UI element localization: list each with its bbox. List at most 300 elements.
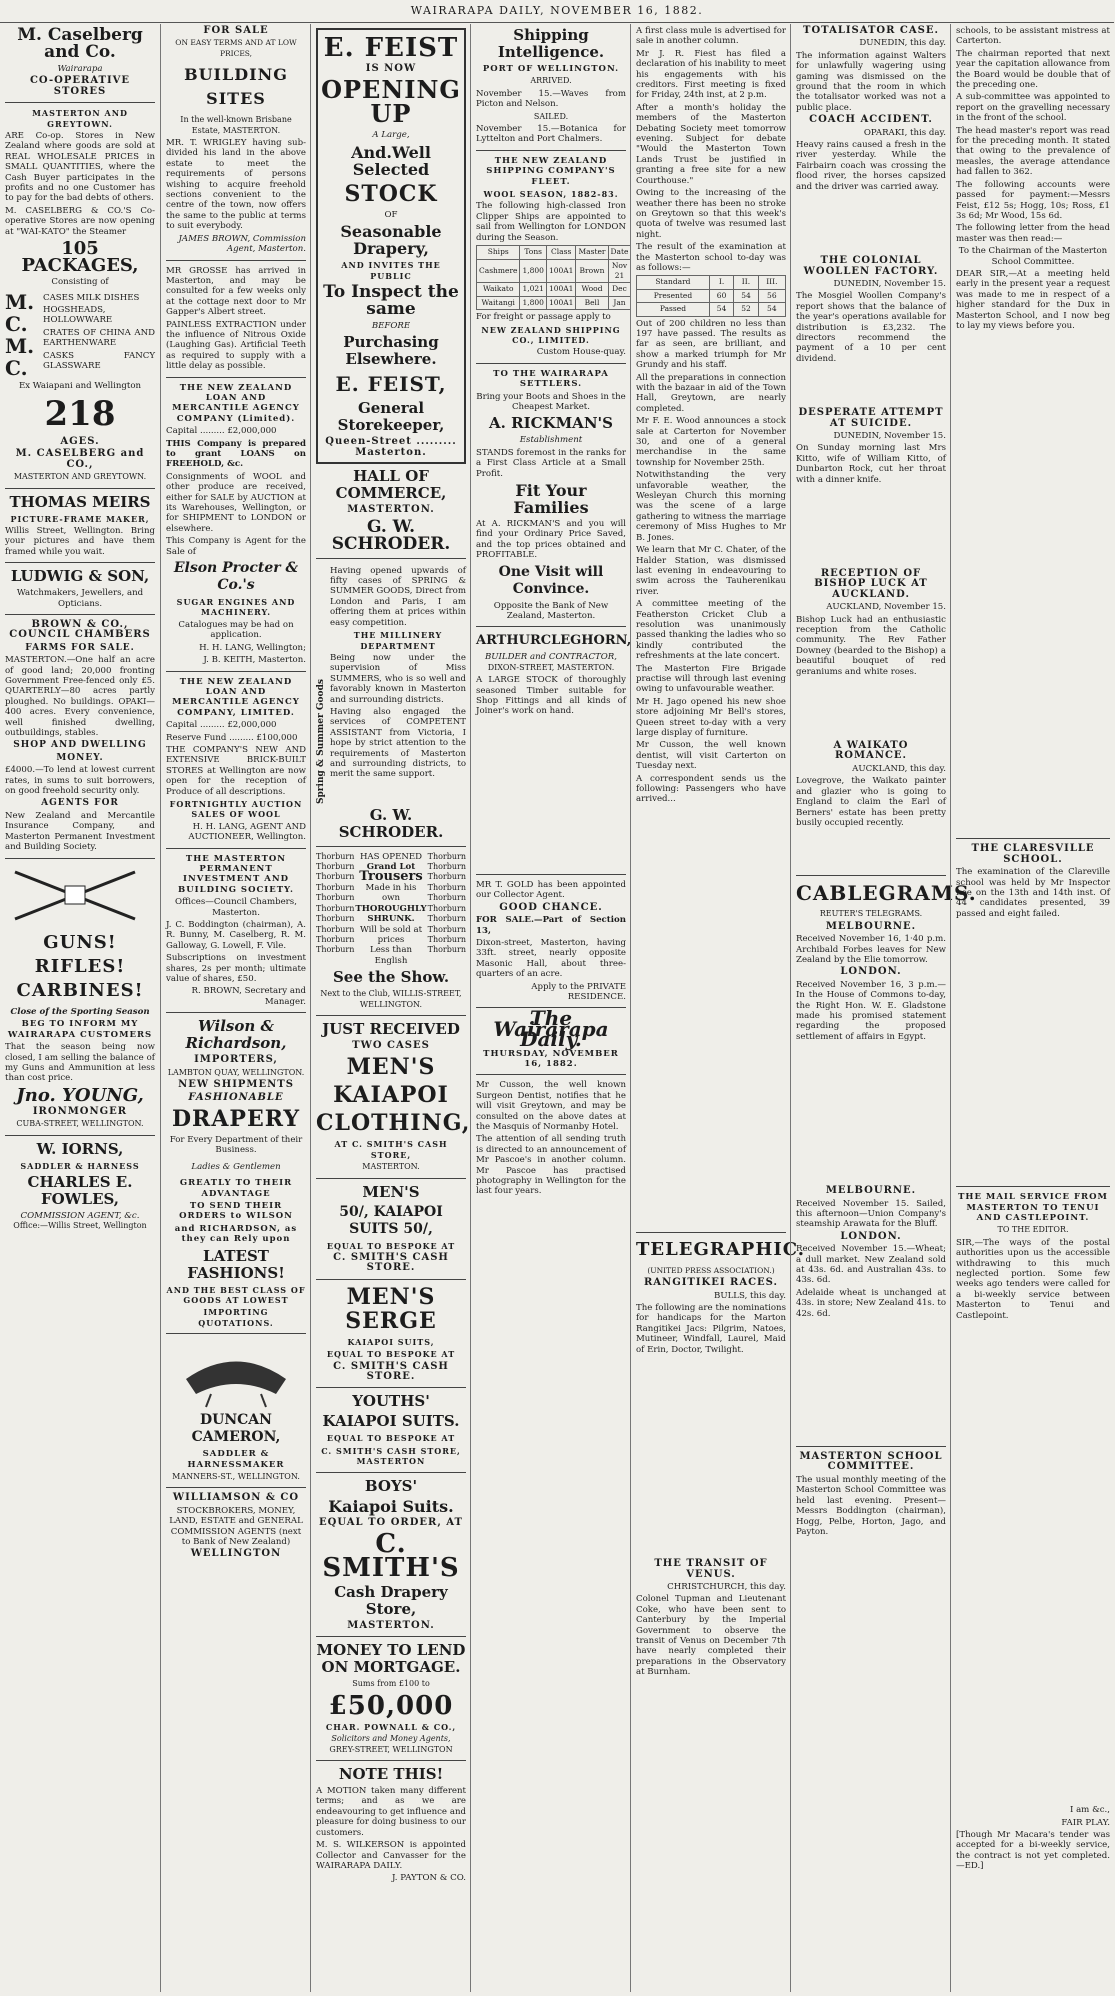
agent-line: This Company is Agent for the Sale of	[166, 536, 306, 557]
fowles: CHARLES E. FOWLES,	[27, 1172, 133, 1208]
coach-place: OPARAKI, this day.	[863, 127, 946, 138]
subscriptions: Subscriptions on investment shares, 2s per month; ultimate value of shares, £50.	[166, 953, 306, 985]
mail-text: SIR,—The ways of the postal authorities upon us the accessible withdrawing to this much neglected portion. Some few weeks ago tenders were called for a bi-weekly service between Masterton to Tenui and Castlepoint.	[956, 1237, 1110, 1321]
caselberg-firm2: M. CASELBERG and CO.,	[15, 448, 145, 470]
totalisator-place: DUNEDIN, this day.	[859, 38, 946, 49]
secretary: R. BROWN, Secretary and Manager.	[191, 986, 306, 1007]
nz-ship: THE NEW ZEALAND SHIPPING COMPANY'S FLEET.	[486, 155, 616, 187]
millinery: THE MILLINERY DEPARTMENT	[353, 630, 443, 651]
mail-sign-1: I am &c.,	[1069, 1805, 1110, 1816]
mens-2: MEN'S	[362, 1182, 420, 1201]
column-5	[630, 24, 806, 1992]
para: DEAR SIR,—At a meeting held early in the present year a request was made to me in respect of a higher standard for the Dux in Masterton School, and I now beg to lay my views before you.	[956, 268, 1110, 331]
divider	[476, 1074, 626, 1075]
loan2-head: THE NEW ZEALAND LOAN AND MERCANTILE AGENCY COMPANY, LIMITED.	[172, 676, 300, 718]
loan-advances: THIS Company is prepared to grant LOANS on FREEHOLD, &c.	[166, 438, 306, 470]
before: BEFORE	[371, 321, 411, 332]
equal-2: EQUAL TO BESPOKE AT	[326, 1349, 456, 1360]
millinery-text: Being now under the supervision of Miss SUMMERS, who is so well and favorably known in Masterton and surrounding districts.	[330, 652, 466, 705]
guns-title: GUNS! RIFLES! CARBINES!	[16, 931, 144, 1001]
kaiapoi: KAIAPOI	[333, 1082, 449, 1109]
offices: Offices—Council Chambers, Masterton.	[175, 897, 297, 918]
column-6	[790, 24, 977, 1992]
committee: MASTERTON SCHOOL COMMITTEE.	[799, 1451, 943, 1473]
london-text: Received November 16, 3 p.m.—In the House of Commons to-day, the Right Hon. W. E. Gladstone made his promised statement regarding the proposed settlement of affairs in Egypt.	[796, 979, 946, 1042]
spring-text: Having opened upwards of fifty cases of SPRING & SUMMER GOODS, Direct from London and Paris, I am offering them at prices within easy competition.	[330, 565, 466, 628]
para: We learn that Mr C. Chater, of the Halder Station, was dismissed last evening in endeavouring to swim across the Tauherenikau river.	[636, 545, 786, 597]
building-text: MR. T. WRIGLEY having sub-divided his land in the above estate to meet the requirements of persons wishing to acquire freehold sections convenient to the centre of the town, now offers the same to the public at terms to suit everybody.	[166, 138, 306, 232]
masthead-title: WAIRARAPA DAILY, NOVEMBER 16, 1882.	[410, 4, 704, 17]
divider	[476, 626, 626, 627]
para: A correspondent sends us the following: Passengers who have arrived...	[636, 773, 786, 805]
spacer	[636, 807, 786, 1227]
case-item: CASES MILK DISHES	[43, 292, 140, 303]
just-received: JUST RECEIVED	[322, 1019, 460, 1038]
cs-3: C. SMITH'S CASH STORE, MASTERTON	[321, 1445, 461, 1467]
building-sites: BUILDING SITES	[184, 65, 288, 109]
feist-name: E. FEIST	[323, 33, 459, 63]
melbourne-2: MELBOURNE.	[825, 1185, 917, 1197]
custom-house: Custom House-quay.	[536, 347, 626, 358]
para: A first class mule is advertised for sale in another column.	[636, 26, 786, 47]
spacer	[956, 333, 1110, 833]
telegraphic-title: TELEGRAPHIC.	[636, 1238, 806, 1260]
adelaide: Adelaide wheat is unchanged at 43s. in store; New Zealand 41s. to 42s. 6d.	[796, 1287, 946, 1319]
coop-intro: ARE Co-op. Stores in New Zealand where goods are sold at REAL WHOLESALE PRICES in SMALL QUANTITIES, where the Cash Buyer participates in the profits and no one Customer has to pay for the bad debts of others.	[5, 131, 155, 204]
table-row: Presented 60 54 56	[637, 289, 786, 302]
importing: IMPORTING QUOTATIONS.	[198, 1307, 274, 1328]
kaiapoi-suits: 50/, KAIAPOI SUITS 50/,	[339, 1203, 443, 1237]
schroder: G. W. SCHRODER.	[331, 516, 451, 554]
divider	[166, 260, 306, 261]
clareville-text: The examination of the Clareville school was held by Mr Inspector Lee on the 13th and 14th inst. Of 44 candidates presented, 39 passed and eight failed.	[956, 867, 1110, 919]
fit-families: Fit Your Families	[513, 481, 589, 517]
thomas-trade: PICTURE-FRAME MAKER,	[10, 513, 150, 524]
divider	[5, 614, 155, 615]
note-text: A MOTION taken many different terms; and as we are endeavouring to get influence and pleasure for doing business to our customers.	[316, 1786, 466, 1838]
mens: MEN'S	[346, 1054, 436, 1081]
para: The following letter from the head master was then read:—	[956, 223, 1110, 244]
para: To the Chairman of the Masterton School Committee.	[958, 246, 1108, 267]
reuter: REUTER'S TELEGRAMS.	[819, 909, 923, 919]
char-sub: Solicitors and Money Agents,	[331, 1734, 451, 1744]
divider	[166, 671, 306, 672]
is-now: IS NOW	[365, 63, 417, 74]
iorns: W. IORNS,	[36, 1139, 124, 1158]
para: schools, to be assistant mistress at Carterton.	[956, 26, 1110, 47]
mc-mark: M. C. M. C.	[5, 289, 35, 380]
fashionable: FASHIONABLE	[188, 1091, 284, 1103]
of: OF	[384, 209, 398, 220]
saddle-icon	[171, 1339, 301, 1409]
farms-text: MASTERTON.—One half an acre of good land; 20,000 fronting Government Free-fenced only £5. QUARTERLY—80 acres partly ploughed. No buildings. OPAKI—400 acres. Every convenience, well finished dwelling, outbuildings, stables.	[5, 655, 155, 739]
mel-text: Received November 16, 1·40 p.m. Archibald Forbes leaves for New Zealand by the Elie tomorrow.	[796, 934, 946, 965]
wool-text: Consignments of WOOL and other produce are received, either for SALE by AUCTION at its Warehouses, Wellington, or for SHIPMENT to LONDON or elsewhere.	[166, 471, 306, 534]
money-lend: MONEY TO LEND ON MORTGAGE.	[316, 1641, 466, 1677]
london-2: LONDON.	[840, 1230, 902, 1242]
mail-sign-2: FAIR PLAY.	[1061, 1817, 1110, 1828]
boys: BOYS'	[364, 1476, 418, 1495]
rifles-crossed-icon	[5, 864, 145, 924]
case-item: CRATES OF CHINA AND EARTHENWARE	[43, 327, 155, 349]
arrival-ages: AGES.	[60, 435, 100, 447]
iorns-trade: SADDLER & HARNESS	[20, 1160, 140, 1171]
case-item: CASKS FANCY GLASSWARE	[43, 350, 155, 371]
waikato-place: AUCKLAND, this day.	[852, 763, 946, 774]
divider	[316, 1760, 466, 1761]
ladies: Ladies & Gentlemen	[191, 1161, 281, 1172]
spacer	[796, 1321, 946, 1441]
spring-block	[316, 564, 466, 804]
loan2-res: Reserve Fund ......... £100,000	[166, 732, 298, 743]
arrived-text: November 15.—Waves from Picton and Nelson.	[476, 88, 626, 110]
exam-table	[636, 275, 786, 316]
divider	[316, 846, 466, 847]
divider	[316, 558, 466, 559]
see-sub: Next to the Club, WILLIS-STREET, WELLINGTON.	[320, 989, 462, 1009]
young-place: CUBA-STREET, WELLINGTON.	[16, 1119, 144, 1129]
well-selected: And.Well Selected	[351, 142, 431, 179]
engaged-text: Having also engaged the services of COMPETENT ASSISTANT from Victoria, I hope by strict attention to the requirements of Masterton and surrounding districts, to merit the same support.	[330, 706, 466, 780]
divider	[166, 848, 306, 849]
divider	[636, 1232, 786, 1233]
divider	[316, 1279, 466, 1280]
see-show: See the Show.	[332, 968, 450, 987]
nz-co: NEW ZEALAND SHIPPING CO., LIMITED.	[481, 324, 621, 345]
divider	[166, 1012, 306, 1013]
inform-text: That the season being now closed, I am selling the balance of my Guns and Ammunition at less than cost price.	[5, 1042, 155, 1084]
sums: Sums from £100 to	[352, 1679, 430, 1689]
good-chance: GOOD CHANCE.	[499, 901, 603, 913]
travellers-text: Bring your Boots and Shoes in the Cheapest Market.	[476, 391, 626, 412]
shrunk: SHRUNK.	[367, 914, 415, 925]
venus-place: CHRISTCHURCH, this day.	[667, 1581, 786, 1592]
packages-title: 105 PACKAGES,	[21, 238, 139, 277]
fowles-trade: COMMISSION AGENT, &c.	[20, 1210, 140, 1221]
money-head: MONEY.	[56, 752, 104, 763]
money-text: £4000.—To lend at lowest current rates, in sums to suit borrowers, on good freehold security only.	[5, 765, 155, 797]
para: Mr J. R. Fiest has filed a declaration of his inability to meet his engagements with his creditors. First meeting is fixed for Friday, 24th inst, at 2 p.m.	[636, 48, 786, 101]
general: General Storekeeper,	[337, 399, 445, 435]
agents-text: New Zealand and Mercantile Insurance Company, and Masterton Permanent Investment and Building Society.	[5, 810, 155, 853]
mel2-text: Received November 15. Sailed, this afternoon—Union Company's steamship Arawata for the Bluff.	[796, 1198, 946, 1230]
spacer	[956, 1323, 1110, 1803]
divider	[5, 858, 155, 859]
cs-big: C. SMITH'S	[322, 1529, 460, 1584]
guns-sub: Close of the Sporting Season	[10, 1006, 150, 1017]
divider	[5, 1135, 155, 1136]
cablegrams: CABLEGRAMS.	[796, 881, 977, 906]
sign-1: H. H. LANG, Wellington;	[199, 642, 306, 653]
column-4	[470, 24, 631, 1992]
table-row: Cashmere 1,800 100A1 Brown Nov 21	[477, 259, 631, 283]
wilson-place: LAMBTON QUAY, WELLINGTON.	[167, 1067, 305, 1077]
fowles-place: Office:—Willis Street, Wellington	[13, 1221, 147, 1231]
williamson-place: WELLINGTON	[190, 1548, 282, 1560]
venus: THE TRANSIT OF VENUS.	[654, 1558, 768, 1580]
williamson-trade: STOCKBROKERS, MONEY, LAND, ESTATE and GENERAL COMMISSION AGENTS (next to Bank of New Zealand)	[169, 1505, 303, 1548]
send: TO SEND THEIR ORDERS to WILSON	[179, 1200, 293, 1222]
divider	[956, 838, 1110, 839]
williamson: WILLIAMSON & CO	[172, 1492, 300, 1504]
arthur-place: DIXON-STREET, MASTERTON.	[487, 662, 615, 672]
divider	[476, 150, 626, 151]
seasonable: Seasonable Drapery,	[340, 222, 442, 259]
clothing: CLOTHING,	[316, 1110, 471, 1137]
para: The following accounts were passed for payment:—Messrs Feist, £12 5s; Hogg, 10s; Ross, £1 3s 6d; Mr Wood, 15s 6d.	[956, 179, 1110, 221]
para: After a month's holiday the members of the Masterton Debating Society meet tomorrow evening. Subject for debate "Would the Masterton Town Lands Trust be justified in granting a free site for a new Courthouse."	[636, 102, 786, 186]
para: A committee meeting of the Featherston Cricket Club a resolution was unanimously passed thanking the ladies who so kindly contributed the refreshments at the late concert.	[636, 599, 786, 662]
para: The result of the examination at the Masterton school to-day was as follows:—	[636, 242, 786, 273]
loan2-text: THE COMPANY'S NEW AND EXTENSIVE BRICK-BUILT STORES at Wellington are now open for the reception of Produce of all descriptions.	[166, 744, 306, 797]
cs-cash: C. SMITH'S CASH STORE.	[333, 1251, 449, 1274]
youths: YOUTHS'	[352, 1392, 430, 1411]
divider	[316, 1015, 466, 1016]
arthur: ARTHURCLEGHORN,	[476, 633, 632, 649]
port: PORT OF WELLINGTON.	[482, 64, 620, 74]
cash-drapery: Cash Drapery Store,	[334, 1583, 448, 1619]
char-place: GREY-STREET, WELLINGTON	[329, 1744, 453, 1754]
arrived: ARRIVED.	[530, 76, 572, 86]
table-row: Waitangi 1,800 100A1 Bell Jan	[477, 296, 631, 309]
suicide: DESPERATE ATTEMPT AT SUICIDE.	[798, 407, 944, 429]
para: Notwithstanding the very unfavorable weather, the Wesleyan Church this morning was the scene of a large gathering to witness the marriage ceremony of Miss Hughes to Mr B. Jones.	[636, 470, 786, 543]
column-2	[160, 24, 311, 1992]
ludwig: LUDWIG & SON,	[10, 567, 150, 586]
thoroughly: THOROUGHLY	[355, 903, 427, 914]
divider	[316, 1178, 466, 1179]
divider	[166, 1487, 306, 1488]
prices: prices	[377, 934, 405, 945]
establishment: Establishment	[519, 435, 583, 446]
bishop: RECEPTION OF BISHOP LUCK AT AUCKLAND.	[814, 568, 928, 600]
thorburn-opened: HAS OPENED	[359, 851, 423, 862]
spacer	[796, 487, 946, 567]
k4: Kaiapoi Suits.	[328, 1496, 454, 1516]
duncan: DUNCAN CAMERON,	[191, 1412, 281, 1446]
bishop-text: Bishop Luck had an enthusiastic reception from the Catholic community. The Rev Father Downey (bearded to the Bishop) a beautiful bouquet of red geraniums and white roses.	[796, 614, 946, 677]
para: Mr H. Jago opened his new shoe store adjoining Mr Bell's stores, Queen street to-day with a very large display of furniture.	[636, 696, 786, 738]
arthur-trade: BUILDER and CONTRACTOR,	[484, 652, 618, 663]
wilson-sub: IMPORTERS,	[194, 1054, 278, 1066]
young-trade: IRONMONGER	[32, 1105, 128, 1117]
caselberg-title: M. Caselberg and Co.	[17, 25, 143, 62]
shipping-title: Shipping Intelligence.	[497, 26, 605, 61]
races-place: BULLS, this day.	[714, 1290, 786, 1301]
case-item: HOGSHEADS, HOLLOWWARE	[43, 304, 113, 326]
leader: Mr Cusson, the well known Surgeon Dentist, notifies that he will visit Greytown, and may be consulted on the above dates at the Masquis of Normanby Hotel.	[476, 1080, 626, 1132]
drapery: DRAPERY	[171, 1105, 301, 1132]
opening-up: OPENING UP	[321, 75, 461, 129]
races: RANGITIKEI RACES.	[643, 1277, 779, 1289]
loan-capital: Capital ......... £2,000,000	[166, 426, 277, 437]
sailed: SAILED.	[533, 111, 569, 121]
wairarapa-daily: The Wairarapa Daily.	[493, 1006, 609, 1052]
arrival-number: 218	[44, 393, 116, 434]
london: LONDON.	[840, 966, 902, 978]
elson-sub: SUGAR ENGINES AND MACHINERY.	[176, 597, 296, 618]
drapery-sub: For Every Department of their Business.	[169, 1134, 303, 1156]
large: A Large,	[372, 130, 410, 141]
coach: COACH ACCIDENT.	[809, 114, 933, 126]
opposite: Opposite the Bank of New Zealand, Masterton.	[493, 600, 609, 622]
k3: KAIAPOI SUITS.	[322, 1412, 460, 1431]
divider	[316, 1387, 466, 1388]
thorburn-center	[355, 852, 426, 966]
less: Less than English	[370, 945, 412, 966]
duncan-trade: SADDLER & HARNESSMAKER	[187, 1449, 285, 1470]
para: The Masterton Fire Brigade practise will through last evening owing to unfavourable weather.	[636, 663, 786, 695]
woollen-text: The Mosgiel Woollen Company's report shows that the balance of the year's operations available for distribution is £3,232. The directors recommend the payment of a 10 per cent dividend.	[796, 291, 946, 364]
wool-season: WOOL SEASON, 1882-83.	[483, 189, 619, 200]
date: THURSDAY, NOVEMBER 16, 1882.	[483, 1048, 619, 1069]
apply: Apply to the PRIVATE RESIDENCE.	[531, 981, 626, 1002]
wilson-title: Wilson & Richardson,	[185, 1017, 287, 1053]
spacer	[796, 1044, 946, 1184]
equal-4: EQUAL TO ORDER, AT	[319, 1516, 463, 1528]
feist-ad	[316, 28, 466, 464]
trousers: Trousers	[359, 869, 423, 885]
shop-head: SHOP AND DWELLING	[13, 740, 147, 751]
divider	[476, 363, 626, 364]
column-1	[0, 24, 160, 1992]
divider	[476, 874, 626, 875]
young-name: Jno. YOUNG,	[16, 1084, 144, 1106]
column-7	[950, 24, 1115, 1992]
feist-name-2: E. FEIST,	[335, 372, 447, 397]
committee-text: The usual monthly meeting of the Masterton School Committee was held last evening. Present—Messrs Boddington (chairman), Hogg, Pelbe, Horton, Jago, and Payton.	[796, 1474, 946, 1537]
brown-co: BROWN & CO., COUNCIL CHAMBERS	[9, 618, 151, 641]
to-inspect: To Inspect the same	[323, 282, 459, 320]
masthead	[0, 0, 1114, 23]
sign-3: H. H. LANG, AGENT AND AUCTIONEER, Wellington.	[188, 821, 306, 843]
divider	[316, 1636, 466, 1637]
suicide-place: DUNEDIN, November 15.	[833, 430, 946, 441]
hall-place: MASTERTON.	[347, 504, 435, 516]
catalogues: Catalogues may be had on application.	[178, 619, 294, 641]
waikato: A WAIKATO ROMANCE.	[833, 740, 909, 762]
divider	[796, 875, 946, 876]
sale-head: FOR SALE	[203, 25, 269, 36]
para: A sub-committee was appointed to report on the gravelling necessary in the front of the school.	[956, 92, 1110, 124]
thomas-text: Willis Street, Wellington. Bring your pictures and have them framed while you wait.	[5, 525, 155, 557]
lowest: AND THE BEST CLASS OF GOODS AT LOWEST	[166, 1284, 306, 1305]
building-place: In the well-known Brisbane Estate, MASTERTON.	[180, 115, 292, 135]
fortnightly: FORTNIGHTLY AUCTION SALES OF WOOL	[169, 798, 303, 820]
elson-title: Elson Procter & Co.'s	[173, 560, 299, 594]
greatly: GREATLY TO THEIR ADVANTAGE	[179, 1178, 293, 1199]
cs-2: C. SMITH'S CASH STORE.	[333, 1360, 449, 1382]
amount: £50,000	[328, 1690, 454, 1721]
divider	[316, 1472, 466, 1473]
one-visit: One Visit will Convince.	[498, 563, 604, 597]
divider	[5, 562, 155, 563]
clareville: THE CLARESVILLE SCHOOL.	[971, 843, 1095, 865]
mail-to: TO THE EDITOR.	[997, 1225, 1069, 1235]
coop-places: MASTERTON AND GREYTOWN.	[32, 108, 128, 129]
bishop-place: AUCKLAND, November 15.	[826, 602, 946, 613]
divider	[5, 488, 155, 489]
grand-lot: Grand Lot	[366, 862, 416, 873]
equal: EQUAL TO BESPOKE AT	[326, 1240, 456, 1251]
travellers: TO THE WAIRARAPA SETTLERS.	[493, 368, 609, 390]
caselberg-place2: MASTERTON AND GREYTOWN.	[13, 472, 147, 482]
ks: KAIAPOI SUITS,	[347, 1336, 435, 1347]
totalisator: TOTALISATOR CASE.	[803, 25, 939, 36]
totalisator-text: The information against Walters for unlawfully wagering using gaming was dismissed on the ground that the room in which the totalisator worked was not a public place.	[796, 50, 946, 113]
packages-sub: Consisting of	[51, 277, 109, 288]
suicide-text: On Sunday morning last Mrs Kitto, wife of William Kitto, of Dunbarton Rock, cut her throat with a dinner knife.	[796, 443, 946, 485]
grosse: MR GROSSE has arrived in Masterton, and may be consulted for a few weeks only at the cottage next door to Mr Gapper's Albert street.	[166, 265, 306, 318]
made: Made in his own	[365, 882, 417, 904]
divider	[956, 1186, 1110, 1187]
races-text: The following are the nominations for handicaps for the Marton Rangitikei Jacs: Pilgrim, Natoes, Mutineer, Windfall, Laurel, Maid of Erin, Doctor, Twilight.	[636, 1303, 786, 1355]
para: The chairman reported that next year the capitation allowance from the Board would be double that of the preceding one.	[956, 48, 1110, 91]
table-row: Waikato 1,021 100A1 Wood Dec	[477, 283, 631, 296]
stock: STOCK	[344, 180, 438, 207]
spacer	[796, 366, 946, 406]
rickman-text: STANDS foremost in the ranks for a First Class Article at a Small Profit.	[476, 447, 626, 479]
new-shipments: NEW SHIPMENTS	[178, 1079, 294, 1091]
farms-head: FARMS FOR SALE.	[25, 642, 135, 653]
char: CHAR. POWNALL & CO.,	[325, 1721, 457, 1732]
woollen-place: DUNEDIN, November 15.	[833, 278, 946, 289]
para: Out of 200 children no less than 197 have passed. The results as far as seen, are brilliant, and show a marked triumph for Mr Grundy and his staff.	[636, 318, 786, 371]
spacer	[796, 194, 946, 254]
column-3	[310, 24, 471, 1992]
building-sign: JAMES BROWN, Commission Agent, Masterton.	[178, 233, 306, 255]
note-this: NOTE THIS!	[338, 1765, 444, 1784]
london2-text: Received November 15.—Wheat; a dull market. New Zealand sold at 43s. 6d. and Australian 43s. to 43s. 6d.	[796, 1244, 946, 1286]
leader-2: The attention of all sending truth is directed to an announcement of Mr Pascoe's in another column. Mr Pascoe has practised photography in Wellington for the last four years.	[476, 1134, 626, 1197]
will-be: Will be sold at	[359, 924, 423, 935]
mens-serge: MEN'S SERGE	[345, 1283, 437, 1334]
invites: AND INVITES THE PUBLIC	[341, 260, 441, 281]
press: (UNITED PRESS ASSOCIATION.)	[647, 1265, 775, 1275]
spacer	[796, 679, 946, 739]
loan-head: THE NEW ZEALAND LOAN AND MERCANTILE AGENCY COMPANY (Limited).	[172, 382, 300, 424]
duncan-place: MANNERS-ST., WELLINGTON.	[172, 1472, 300, 1481]
at-place: MASTERTON.	[362, 1162, 420, 1172]
painless: PAINLESS EXTRACTION under the influence of Nitrous Oxide (Laughing Gas). Artificial Teeth as required to supply with a little delay as possible.	[166, 319, 306, 372]
divider	[5, 102, 155, 103]
ship-table	[476, 245, 631, 310]
melbourne: MELBOURNE.	[825, 920, 917, 932]
gold: MR T. GOLD has been appointed our Collector Agent.	[476, 879, 626, 901]
arthur-text: A LARGE STOCK of thoroughly seasoned Timber suitable for Shop Fittings and all kinds of Joiner's work on hand.	[476, 675, 626, 717]
divider	[796, 1446, 946, 1447]
signed: J. PAYTON & CO.	[391, 1873, 466, 1884]
table-row: Passed 54 52 54	[637, 303, 786, 316]
ship-text: The following high-classed Iron Clipper Ships are appointed to sail from Wellington for LONDON during the Season.	[476, 201, 626, 243]
para: Mr Cusson, the well known dentist, will visit Carterton on Tuesday next.	[636, 740, 786, 772]
wilkerson: M. S. WILKERSON is appointed Collector and Canvasser for the WAIRARAPA DAILY.	[316, 1840, 466, 1871]
at-c-smith: AT C. SMITH'S CASH STORE,	[334, 1139, 448, 1160]
for-sale-text: Dixon-street, Masterton, having 33ft. street, nearly opposite Masonic Hall, about three-quarters of an acre.	[476, 937, 626, 980]
for-freight: For freight or passage apply to	[476, 312, 611, 323]
ludwig-trade: Watchmakers, Jewellers, and Opticians.	[16, 588, 144, 609]
equal-3: EQUAL TO BESPOKE AT	[326, 1433, 456, 1444]
for-sale: FOR SALE.—Part of Section 13,	[476, 915, 626, 936]
mail-footer: [Though Mr Macara's tender was accepted for a bi-weekly service, the contract is not yet completed.—ED.]	[956, 1829, 1110, 1872]
spacer	[476, 719, 626, 869]
thomas-meirs: THOMAS MEIRS	[9, 492, 151, 511]
latest: LATEST FASHIONS!	[187, 1246, 285, 1282]
arrival: Ex Waiapani and Wellington	[18, 380, 142, 391]
two-cases: TWO CASES	[352, 1039, 430, 1051]
sign-2: J. B. KEITH, Masterton.	[203, 655, 306, 666]
waikato-text: Lovegrove, the Waikato painter and glazier who is going to England to claim the Earl of Berners' estate has been pretty busily occupied recently.	[796, 776, 946, 828]
